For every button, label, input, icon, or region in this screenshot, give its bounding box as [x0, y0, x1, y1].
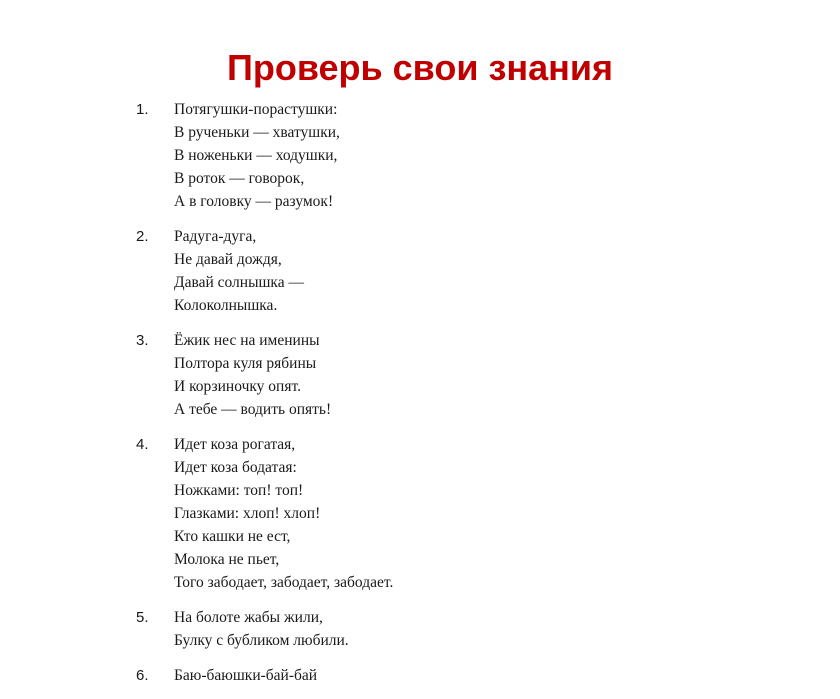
item-number: 3.	[136, 332, 149, 349]
poem-line: Идет коза бодатая:	[174, 459, 297, 476]
poem-line: В ноженьки — ходушки,	[174, 147, 338, 164]
poem-line: В рученьки — хватушки,	[174, 124, 340, 141]
list-item	[132, 98, 752, 213]
list-item	[132, 606, 752, 652]
poem-line: Потягушки-порастушки:	[174, 101, 338, 118]
poem-line: Булку с бубликом любили.	[174, 632, 349, 649]
poem-line: Ножками: топ! топ!	[174, 482, 304, 499]
poem-line: И корзиночку опят.	[174, 378, 301, 395]
list-item	[132, 329, 752, 421]
poem-line: Кто кашки не ест,	[174, 528, 291, 545]
poem-line: Колоколнышка.	[174, 297, 278, 314]
poem-line: Глазками: хлоп! хлоп!	[174, 505, 321, 522]
poem-line: В роток — говорок,	[174, 170, 305, 187]
list-item	[132, 664, 752, 687]
poem-line: Молока не пьет,	[174, 551, 280, 568]
slide-title: Проверь свои знания	[227, 47, 613, 88]
list-item	[132, 225, 752, 317]
poem-line: Не давай дождя,	[174, 251, 282, 268]
poem-line: Ёжик нес на именины	[174, 332, 320, 349]
poem-line: А тебе — водить опять!	[174, 401, 332, 418]
poem-line: На болоте жабы жили,	[174, 609, 323, 626]
item-number: 4.	[136, 436, 149, 453]
item-number: 2.	[136, 228, 149, 245]
poem-line: Радуга-дуга,	[174, 228, 257, 245]
poem-line: Того забодает, забодает, забодает.	[174, 574, 394, 591]
item-number: 1.	[136, 101, 149, 118]
poem-line: Баю-баюшки-бай-бай	[174, 667, 318, 684]
item-number: 5.	[136, 609, 149, 626]
item-number: 6.	[136, 667, 149, 684]
list-item	[132, 433, 752, 594]
poem-list	[132, 98, 752, 699]
poem-line: Давай солнышка —	[174, 274, 304, 291]
poem-line: Полтора куля рябины	[174, 355, 317, 372]
poem-line: Идет коза рогатая,	[174, 436, 296, 453]
poem-line: А в головку — разумок!	[174, 193, 334, 210]
